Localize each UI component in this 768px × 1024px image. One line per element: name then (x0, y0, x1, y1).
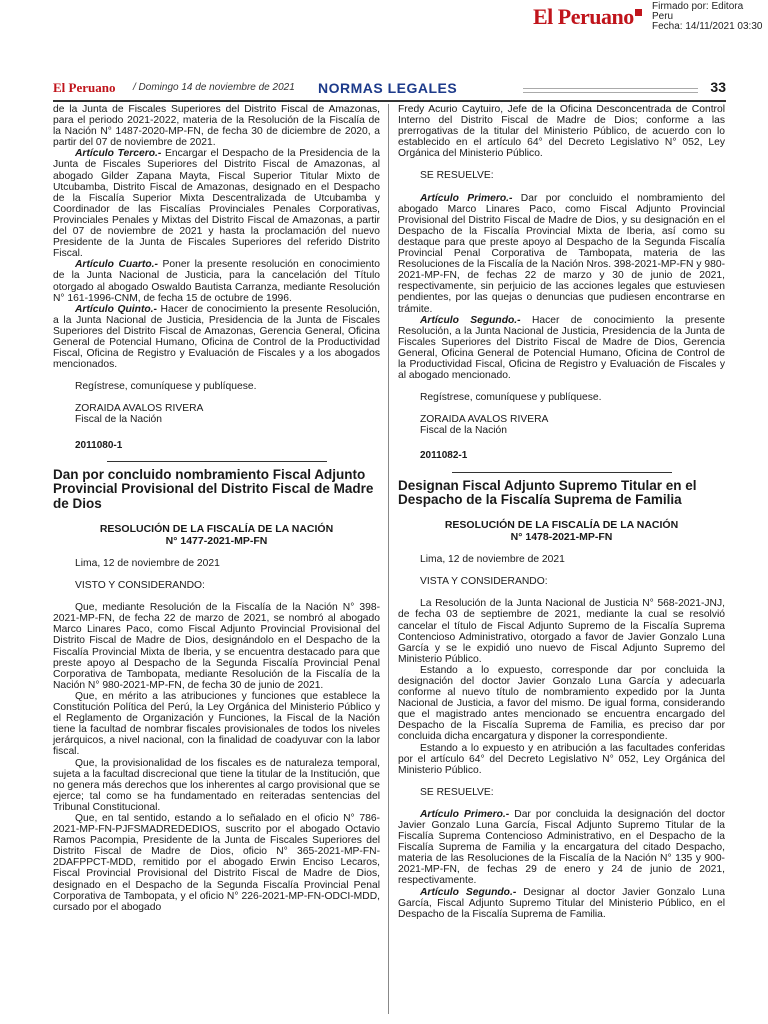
se-resuelve: SE RESUELVE: (420, 786, 494, 798)
signer-name: ZORAIDA AVALOS RIVERA (75, 403, 204, 415)
signed-date: Fecha: 14/11/2021 03:30 (652, 21, 763, 32)
signer-name: ZORAIDA AVALOS RIVERA (420, 414, 549, 426)
el-peruano-logo (533, 4, 642, 30)
article-4 (53, 259, 380, 303)
resolution-title (53, 524, 380, 547)
headline: Dan por concluido nombramiento Fiscal Adjunto Provincial Provisional del Distrito Fiscal de Madre de Dios (53, 466, 374, 512)
article-label: Artículo Segundo.- (420, 314, 521, 326)
article-text: Designar al doctor Javier Gonzalo Luna García, Fiscal Adjunto Supremo Titular del Ministerio Público, en el Despacho de la Fiscalía Suprema de Familia. (398, 886, 725, 920)
running-date: / Domingo 14 de noviembre de 2021 (133, 82, 295, 93)
article-5 (53, 304, 380, 371)
resolution-number: N° 1477-2021-MP-FN (165, 534, 268, 547)
signer-title: Fiscal de la Nación (75, 414, 162, 426)
article-3 (53, 148, 380, 259)
article-text: Hacer de conocimiento la presente Resolución, a la Junta Nacional de Justicia, Presidencia de la Junta de Fiscales Superiores del Distrito Fiscal de Amazonas, Gerencia General, Oficina General de Potencial Humano, Oficina de Control de la Productividad Fiscal, Oficina de Registro y Evaluación de Fiscales y a los abogados mencionados. (53, 303, 380, 371)
article-text: Poner la presente resolución en conocimiento de la Junta Nacional de Justicia, para la cancelación del Título otorgado al abogado Oswaldo Bautista Carranza, mediante Resolución N° 161-1996-CNM, de fecha 15 de octubre de 1996. (53, 259, 380, 304)
signed-by: Firmado por: Editora (652, 1, 744, 12)
vista-considerando: VISTA Y CONSIDERANDO: (420, 576, 548, 588)
article-2 (398, 887, 725, 920)
article-label: Artículo Tercero.- (75, 148, 162, 160)
article-text: Encargar el Despacho de la Presidencia de la Junta de Fiscales Superiores del Distrito Fiscal de Amazonas, al abogado Gilder Zapana Mayta, Fiscal Superior Titular Mixto de Utcubamba, Distrito Fiscal de Amazonas, designado en el Despacho de la Fiscalía Superior Mixta Descentralizada de Utcubamba y Coordinador de las Fiscalías Provinciales Penales Corporativas, Provinciales Penales y Mixtas del Distrito Fiscal de Amazonas, a partir del 07 de noviembre de 2021 y hasta la proclamación del nuevo Presidente de la Junta de Fiscales Superiores del referido Distrito Fiscal. (53, 148, 380, 260)
article-text: Dar por concluido el nombramiento del abogado Marco Linares Paco, como Fiscal Adjunto Provincial Provisional del Distrito Fiscal de Madre de Dios, y su designación en el Despacho de la Fiscalía Provincial Mixta de Iberia, así como su destaque para que preste apoyo al Despacho de la Segunda Fiscalía Provincial Penal Corporativa de Tambopata, materia de las Resoluciones de la Fiscalía de la Nación Nros. 398-2021-MP-FN y 980-2021-MP-FN, de fechas 22 de marzo y 30 de junio de 2021, respectivamente, sin perjuicio de las acciones legales que estuviesen pendientes, por las quejas o denuncias que pudiesen encontrarse en trámite. (398, 192, 726, 315)
separator (452, 472, 672, 473)
registrese: Regístrese, comuníquese y publíquese. (75, 381, 257, 393)
paragraph: de la Junta de Fiscales Superiores del Distrito Fiscal de Amazonas, para el periodo 2021-2022, materia de la Resolución de la Fiscalía de la Nación N° 1487-2020-MP-FN, de fecha 30 de diciembre de 2020, a partir del 07 de noviembre de 2021. (53, 104, 380, 149)
considerando-2: Estando a lo expuesto, corresponde dar por concluida la designación del doctor Javier Gonzalo Luna García y adecuarla conforme al nuevo título de nombramiento expedido por la Junta Nacional de Justicia, a favor del mismo. De igual forma, considerando que el magistrado antes mencionado se encuentra encargado del Despacho de la Fiscalía Suprema de Familia, es preciso dar por concluida dicha encargatura y disponer la correspondiente. (398, 664, 725, 743)
article-label: Artículo Segundo.- (420, 886, 517, 898)
considerando-3: Que, la provisionalidad de los fiscales es de naturaleza temporal, sujeta a la facultad discrecional que tiene la titular de la Institución, que no genera más derechos que los inherentes al cargo provisional que se ejerce; tal como se ha fundamentado en reiteradas sentencias del Tribunal Constitucional. (53, 757, 380, 813)
article-text: Hacer de conocimiento la presente Resolución, a la Junta Nacional de Justicia, Presidencia de la Junta de Fiscales Superiores del Distrito Fiscal de Madre de Dios, Gerencia General, Oficina General de Potencial Humano, Oficina de Control de la Productividad Fiscal, Oficina de Registro y Evaluación de Fiscales y al abogado mencionado. (398, 314, 725, 382)
digital-signature (652, 2, 762, 32)
article-text: Dar por concluida la designación del doctor Javier Gonzalo Luna García, Fiscal Adjunto Supremo Titular de la Fiscalía Suprema Contencioso Administrativo, en el Despacho de la Fiscalía Suprema de Familia y la encargatura del citado Despacho, materia de las Resoluciones de la Fiscalía de la Nación N° 135 y 900-2021-MP-FN, de fechas 29 de enero y 24 de junio de 2021, respectivamente. (398, 808, 726, 887)
place-date: Lima, 12 de noviembre de 2021 (75, 558, 220, 570)
article-1 (398, 193, 725, 315)
place-date: Lima, 12 de noviembre de 2021 (420, 554, 565, 566)
right-column (398, 104, 725, 920)
document-code: 2011082-1 (420, 450, 468, 462)
paragraph: Fredy Acurio Caytuiro, Jefe de la Oficina Desconcentrada de Control Interno del Distrito Fiscal de Madre de Dios; conforme a las prerrogativas de la titular del Ministerio Público, de acuerdo con lo establecido en el artículo 64° del Decreto Legislativo N° 052, Ley Orgánica del Ministerio Público. (398, 104, 725, 160)
considerando-1: Que, mediante Resolución de la Fiscalía de la Nación N° 398-2021-MP-FN, de fecha 22 de marzo de 2021, se nombró al abogado Marco Linares Paco, como Fiscal Adjunto Provincial Provisional del Distrito Fiscal de Madre de Dios, designándolo en el Despacho de la Fiscalía Provincial Mixta de Iberia, y se encuentra destacado para que preste apoyo al Despacho de la Segunda Fiscalía Provincial Penal Corporativa de Tambopata, mediante Resolución de la Fiscalía de la Nación N° 980-2021-MP-FN, de fecha 30 de junio de 2021. (53, 602, 380, 691)
running-logo: El Peruano (53, 80, 116, 95)
considerando-3: Estando a lo expuesto y en atribución a las facultades conferidas por el artículo 64° del Decreto Legislativo N° 052, Ley Orgánica del Ministerio Público. (398, 742, 725, 776)
headline: Designan Fiscal Adjunto Supremo Titular en el Despacho de la Fiscalía Suprema de Familia (398, 477, 697, 508)
separator (107, 461, 327, 462)
article-label: Artículo Primero.- (420, 808, 510, 820)
document-code: 2011080-1 (75, 439, 123, 451)
article-label: Artículo Quinto.- (75, 303, 157, 315)
considerando-4: Que, en tal sentido, estando a lo señalado en el oficio N° 786-2021-MP-FN-PJFSMADREDEDIOS, suscrito por el abogado Octavio Ramos Pacompia, Presidente de la Junta de Fiscales Superiores del Distrito Fiscal de Madre de Dios, oficio N° 365-2021-MP-FN-2DAFPPCT-MDD, remitido por el abogado Erwin Enciso Lecaros, Fiscal Provincial Provisional del Distrito Fiscal de Madre de Dios, designado en el Despacho de la Segunda Fiscalía Provincial Penal Corporativa de Tambopata, y el oficio N° 226-2021-MP-FN-ODCI-MDD, cursado por el abogado (53, 812, 380, 913)
considerando-1: La Resolución de la Junta Nacional de Justicia N° 568-2021-JNJ, de fecha 03 de septiembre de 2021, mediante la cual se resolvió cancelar el título de Fiscal Adjunto Supremo de la Fiscalía Suprema Contencioso Administrativo, otorgado a favor de Javier Gonzalo Luna García y se le expidió uno nuevo de Fiscal Adjunto Supremo del Ministerio Público. (398, 598, 725, 665)
registrese: Regístrese, comuníquese y publíquese. (420, 392, 602, 404)
logo-square-icon (635, 9, 642, 16)
resolution-name: RESOLUCIÓN DE LA FISCALÍA DE LA NACIÓN (99, 523, 334, 536)
resolution-number: N° 1478-2021-MP-FN (510, 530, 613, 543)
logo-text: El Peruano (533, 4, 634, 29)
se-resuelve: SE RESUELVE: (420, 170, 494, 182)
header-rule (523, 88, 698, 93)
article-label: Artículo Primero.- (420, 192, 513, 204)
considerando-2: Que, en mérito a las atribuciones y funciones que establece la Constitución Política del Perú, la Ley Orgánica del Ministerio Público y el Reglamento de Organización y Funciones, la Fiscal de la Nación tiene la facultad de nombrar fiscales provisionales de todos los niveles jerárquicos, a nivel nacional, con la finalidad de coadyuvar con la labor fiscal. (53, 690, 380, 758)
article-2 (398, 315, 725, 382)
article-label: Artículo Cuarto.- (75, 259, 158, 271)
visto-considerando: VISTO Y CONSIDERANDO: (75, 580, 205, 592)
signed-org: Peru (652, 11, 674, 22)
running-header (53, 78, 726, 102)
column-divider (388, 104, 389, 1014)
resolution-title (398, 520, 725, 543)
page-number: 33 (710, 79, 726, 95)
section-title: NORMAS LEGALES (318, 80, 458, 96)
left-column (53, 104, 380, 913)
resolution-name: RESOLUCIÓN DE LA FISCALÍA DE LA NACIÓN (444, 519, 679, 532)
article-1 (398, 809, 725, 887)
signer-title: Fiscal de la Nación (420, 425, 507, 437)
